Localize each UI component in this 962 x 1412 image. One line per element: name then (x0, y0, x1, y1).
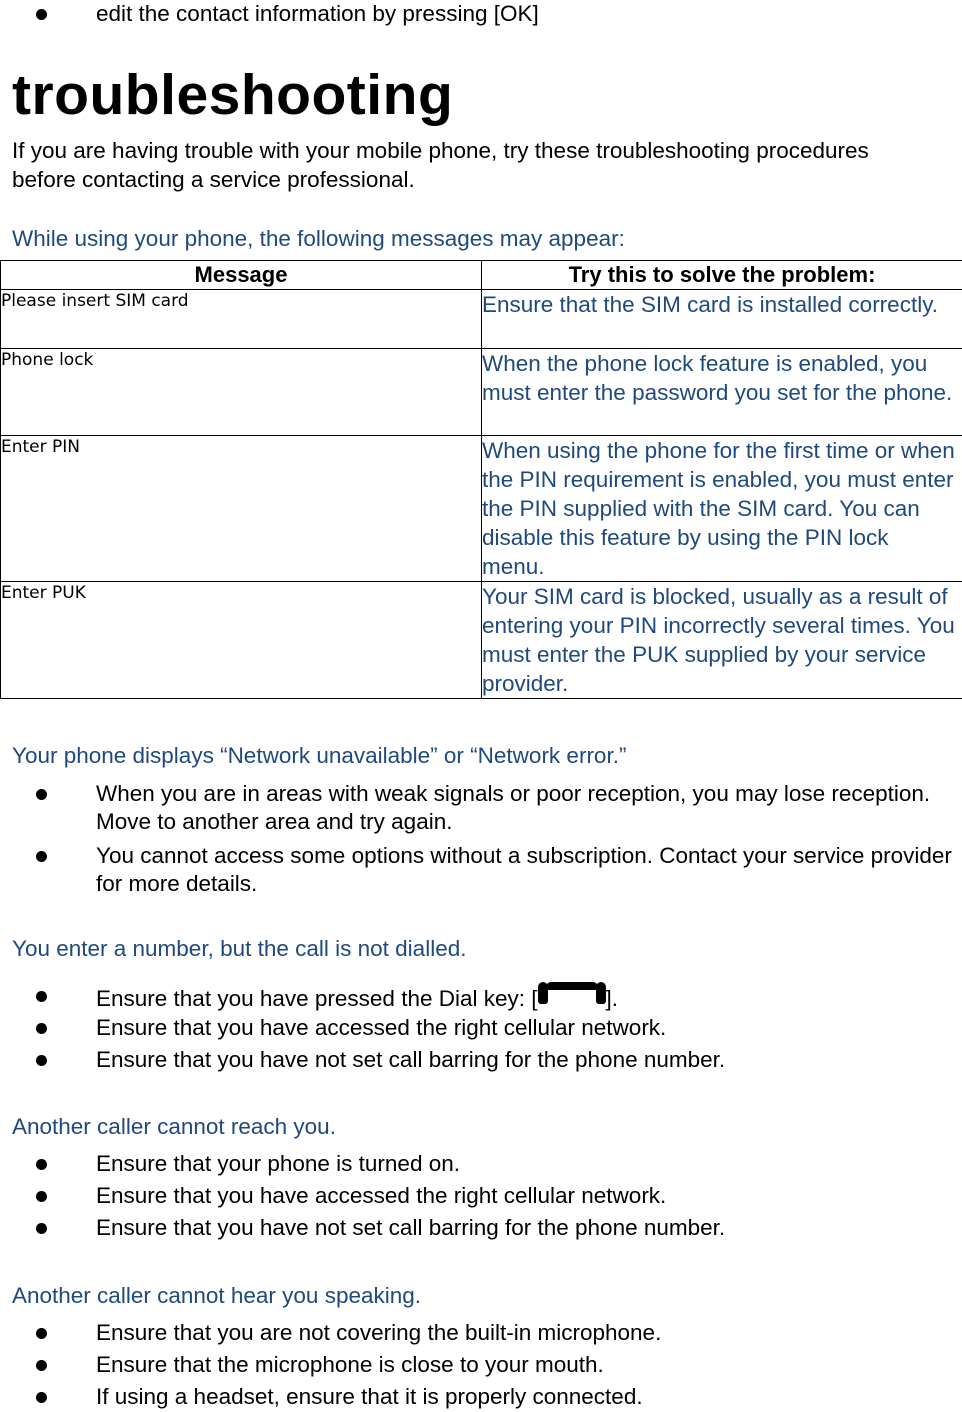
bullet-icon (36, 1023, 47, 1034)
solution-cell: When the phone lock feature is enabled, you must enter the password you set for the phone. (482, 349, 962, 436)
list-item: Ensure that you have accessed the right cellular network. (36, 1182, 954, 1210)
list-item: When you are in areas with weak signals or poor reception, you may lose reception. Move to another area and try again. (36, 780, 954, 836)
bullet-icon (36, 1055, 47, 1066)
bullet-icon (36, 991, 47, 1002)
table-header-row (1, 261, 962, 290)
table-row (1, 349, 962, 436)
list-item: Ensure that you have not set call barring for the phone number. (36, 1046, 954, 1074)
bullet-icon (36, 1392, 47, 1403)
bullet-icon (36, 851, 47, 862)
solution-cell: Ensure that the SIM card is installed correctly. (482, 290, 962, 349)
list-item: If using a headset, ensure that it is properly connected. (36, 1383, 954, 1411)
table-row (1, 582, 962, 699)
solution-cell: When using the phone for the first time or when the PIN requirement is enabled, you must enter the PIN supplied with the SIM card. You can disable this feature by using the PIN lock menu. (482, 436, 962, 582)
table-row (1, 290, 962, 349)
page-title: troubleshooting (12, 63, 454, 127)
messages-heading: While using your phone, the following messages may appear: (12, 226, 625, 251)
messages-table (0, 260, 962, 699)
list-item: Ensure that the microphone is close to your mouth. (36, 1351, 954, 1379)
message-cell: Phone lock (1, 349, 482, 436)
section-heading-cannot-hear: Another caller cannot hear you speaking. (12, 1283, 422, 1308)
bullet-icon (36, 1159, 47, 1170)
bullet-icon (36, 1360, 47, 1371)
message-cell: Please insert SIM card (1, 290, 482, 349)
list-item: Ensure that your phone is turned on. (36, 1150, 954, 1178)
bullet-icon (36, 1328, 47, 1339)
solution-cell: Your SIM card is blocked, usually as a result of entering your PIN incorrectly several times. You must enter the PUK supplied by your service provider. (482, 582, 962, 699)
column-header-message: Message (1, 261, 482, 290)
bullet-icon (36, 1223, 47, 1234)
section-heading-not-dialled: You enter a number, but the call is not dialled. (12, 936, 467, 961)
section-heading-cannot-reach: Another caller cannot reach you. (12, 1114, 336, 1139)
intro-bullet: edit the contact information by pressing [OK] (36, 0, 954, 28)
bullet-icon (36, 9, 47, 20)
message-cell: Enter PIN (1, 436, 482, 582)
list-item: You cannot access some options without a subscription. Contact your service provider for more details. (36, 842, 954, 898)
bullet-icon (36, 1191, 47, 1202)
dial-key-icon (538, 982, 606, 1004)
list-item: Ensure that you have accessed the right cellular network. (36, 1014, 954, 1042)
table-row (1, 436, 962, 582)
bullet-icon (36, 789, 47, 800)
list-item: Ensure that you have pressed the Dial key: [ ]. (36, 982, 954, 1013)
section-heading-network: Your phone displays “Network unavailable” or “Network error.” (12, 743, 627, 768)
list-item: Ensure that you have not set call barring for the phone number. (36, 1214, 954, 1242)
column-header-solution: Try this to solve the problem: (482, 261, 962, 290)
list-item: Ensure that you are not covering the built-in microphone. (36, 1319, 954, 1347)
intro-paragraph: If you are having trouble with your mobile phone, try these troubleshooting procedures before contacting a service professional. (12, 138, 869, 192)
message-cell: Enter PUK (1, 582, 482, 699)
